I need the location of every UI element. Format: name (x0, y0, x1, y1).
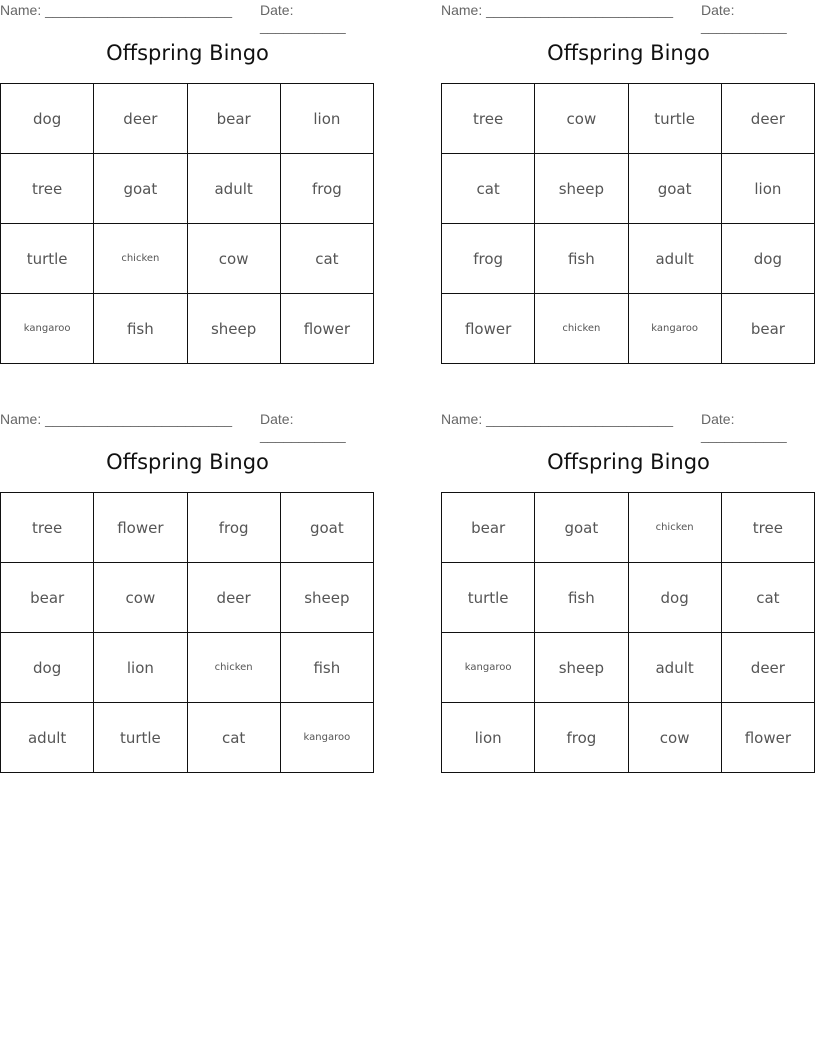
bingo-cell[interactable]: fish (535, 224, 628, 294)
card-header (441, 0, 816, 34)
grid-row (1, 703, 374, 773)
grid-row (442, 154, 815, 224)
bingo-cell[interactable]: flower (94, 493, 187, 563)
grid-row (442, 493, 815, 563)
bingo-cell[interactable]: chicken (628, 493, 721, 563)
bingo-cell[interactable]: frog (280, 154, 373, 224)
bingo-cell[interactable]: goat (535, 493, 628, 563)
bingo-cell[interactable]: flower (280, 294, 373, 364)
bingo-cell[interactable]: deer (187, 563, 280, 633)
name-field[interactable]: Name: ________________________ (441, 2, 673, 18)
bingo-cell[interactable]: frog (442, 224, 535, 294)
bingo-cell[interactable]: dog (628, 563, 721, 633)
bingo-cell[interactable]: chicken (187, 633, 280, 703)
bingo-cell[interactable]: dog (1, 633, 94, 703)
grid-row (1, 84, 374, 154)
card-title: Offspring Bingo (547, 41, 710, 65)
grid-row (442, 703, 815, 773)
bingo-cell[interactable]: tree (442, 84, 535, 154)
bingo-grid (0, 492, 374, 773)
bingo-cell[interactable]: bear (1, 563, 94, 633)
bingo-grid (441, 83, 815, 364)
grid-row (442, 84, 815, 154)
grid-row (442, 224, 815, 294)
bingo-cell[interactable]: frog (187, 493, 280, 563)
bingo-cell[interactable]: kangaroo (1, 294, 94, 364)
grid-row (1, 633, 374, 703)
card-header (0, 409, 375, 443)
bingo-cell[interactable]: deer (721, 633, 814, 703)
bingo-cell[interactable]: sheep (535, 633, 628, 703)
bingo-cell[interactable]: bear (721, 294, 814, 364)
name-field[interactable]: Name: ________________________ (441, 411, 673, 427)
bingo-cell[interactable]: chicken (535, 294, 628, 364)
bingo-cell[interactable]: flower (721, 703, 814, 773)
grid-row (1, 563, 374, 633)
name-field[interactable]: Name: ________________________ (0, 411, 232, 427)
bingo-cell[interactable]: turtle (442, 563, 535, 633)
bingo-cell[interactable]: fish (94, 294, 187, 364)
card-header (441, 409, 816, 443)
bingo-cell[interactable]: cow (628, 703, 721, 773)
bingo-cell[interactable]: cat (442, 154, 535, 224)
grid-row (442, 294, 815, 364)
bingo-cell[interactable]: dog (1, 84, 94, 154)
bingo-cell[interactable]: adult (628, 224, 721, 294)
bingo-cell[interactable]: lion (94, 633, 187, 703)
bingo-grid (441, 492, 815, 773)
bingo-cell[interactable]: turtle (628, 84, 721, 154)
bingo-cell[interactable]: tree (721, 493, 814, 563)
bingo-cell[interactable]: flower (442, 294, 535, 364)
grid-row (442, 633, 815, 703)
bingo-cell[interactable]: dog (721, 224, 814, 294)
bingo-cell[interactable]: cow (94, 563, 187, 633)
grid-row (1, 154, 374, 224)
bingo-cell[interactable]: lion (280, 84, 373, 154)
bingo-cell[interactable]: tree (1, 154, 94, 224)
name-field[interactable]: Name: ________________________ (0, 2, 232, 18)
bingo-cell[interactable]: goat (94, 154, 187, 224)
bingo-cell[interactable]: sheep (535, 154, 628, 224)
bingo-cell[interactable]: tree (1, 493, 94, 563)
bingo-cell[interactable]: chicken (94, 224, 187, 294)
bingo-cell[interactable]: kangaroo (628, 294, 721, 364)
bingo-cell[interactable]: deer (94, 84, 187, 154)
bingo-cell[interactable]: cow (187, 224, 280, 294)
bingo-cell[interactable]: cow (535, 84, 628, 154)
bingo-cell[interactable]: cat (280, 224, 373, 294)
card-title: Offspring Bingo (106, 41, 269, 65)
card-title: Offspring Bingo (547, 450, 710, 474)
bingo-cell[interactable]: turtle (1, 224, 94, 294)
bingo-cell[interactable]: bear (187, 84, 280, 154)
card-header (0, 0, 375, 34)
date-field[interactable]: Date: ___________ (260, 2, 346, 34)
bingo-cell[interactable]: frog (535, 703, 628, 773)
date-field[interactable]: Date: ___________ (701, 2, 787, 34)
bingo-cell[interactable]: fish (280, 633, 373, 703)
bingo-cell[interactable]: goat (280, 493, 373, 563)
bingo-cell[interactable]: kangaroo (442, 633, 535, 703)
bingo-grid (0, 83, 374, 364)
grid-row (1, 224, 374, 294)
bingo-cell[interactable]: kangaroo (280, 703, 373, 773)
bingo-cell[interactable]: lion (721, 154, 814, 224)
grid-row (1, 294, 374, 364)
date-field[interactable]: Date: ___________ (701, 411, 787, 443)
bingo-cell[interactable]: bear (442, 493, 535, 563)
bingo-cell[interactable]: deer (721, 84, 814, 154)
card-title: Offspring Bingo (106, 450, 269, 474)
date-field[interactable]: Date: ___________ (260, 411, 346, 443)
bingo-cell[interactable]: adult (628, 633, 721, 703)
bingo-cell[interactable]: lion (442, 703, 535, 773)
bingo-cell[interactable]: adult (187, 154, 280, 224)
bingo-cell[interactable]: sheep (187, 294, 280, 364)
bingo-cell[interactable]: fish (535, 563, 628, 633)
bingo-cell[interactable]: cat (187, 703, 280, 773)
grid-row (1, 493, 374, 563)
bingo-cell[interactable]: sheep (280, 563, 373, 633)
bingo-cell[interactable]: adult (1, 703, 94, 773)
bingo-cell[interactable]: goat (628, 154, 721, 224)
grid-row (442, 563, 815, 633)
bingo-cell[interactable]: cat (721, 563, 814, 633)
bingo-cell[interactable]: turtle (94, 703, 187, 773)
